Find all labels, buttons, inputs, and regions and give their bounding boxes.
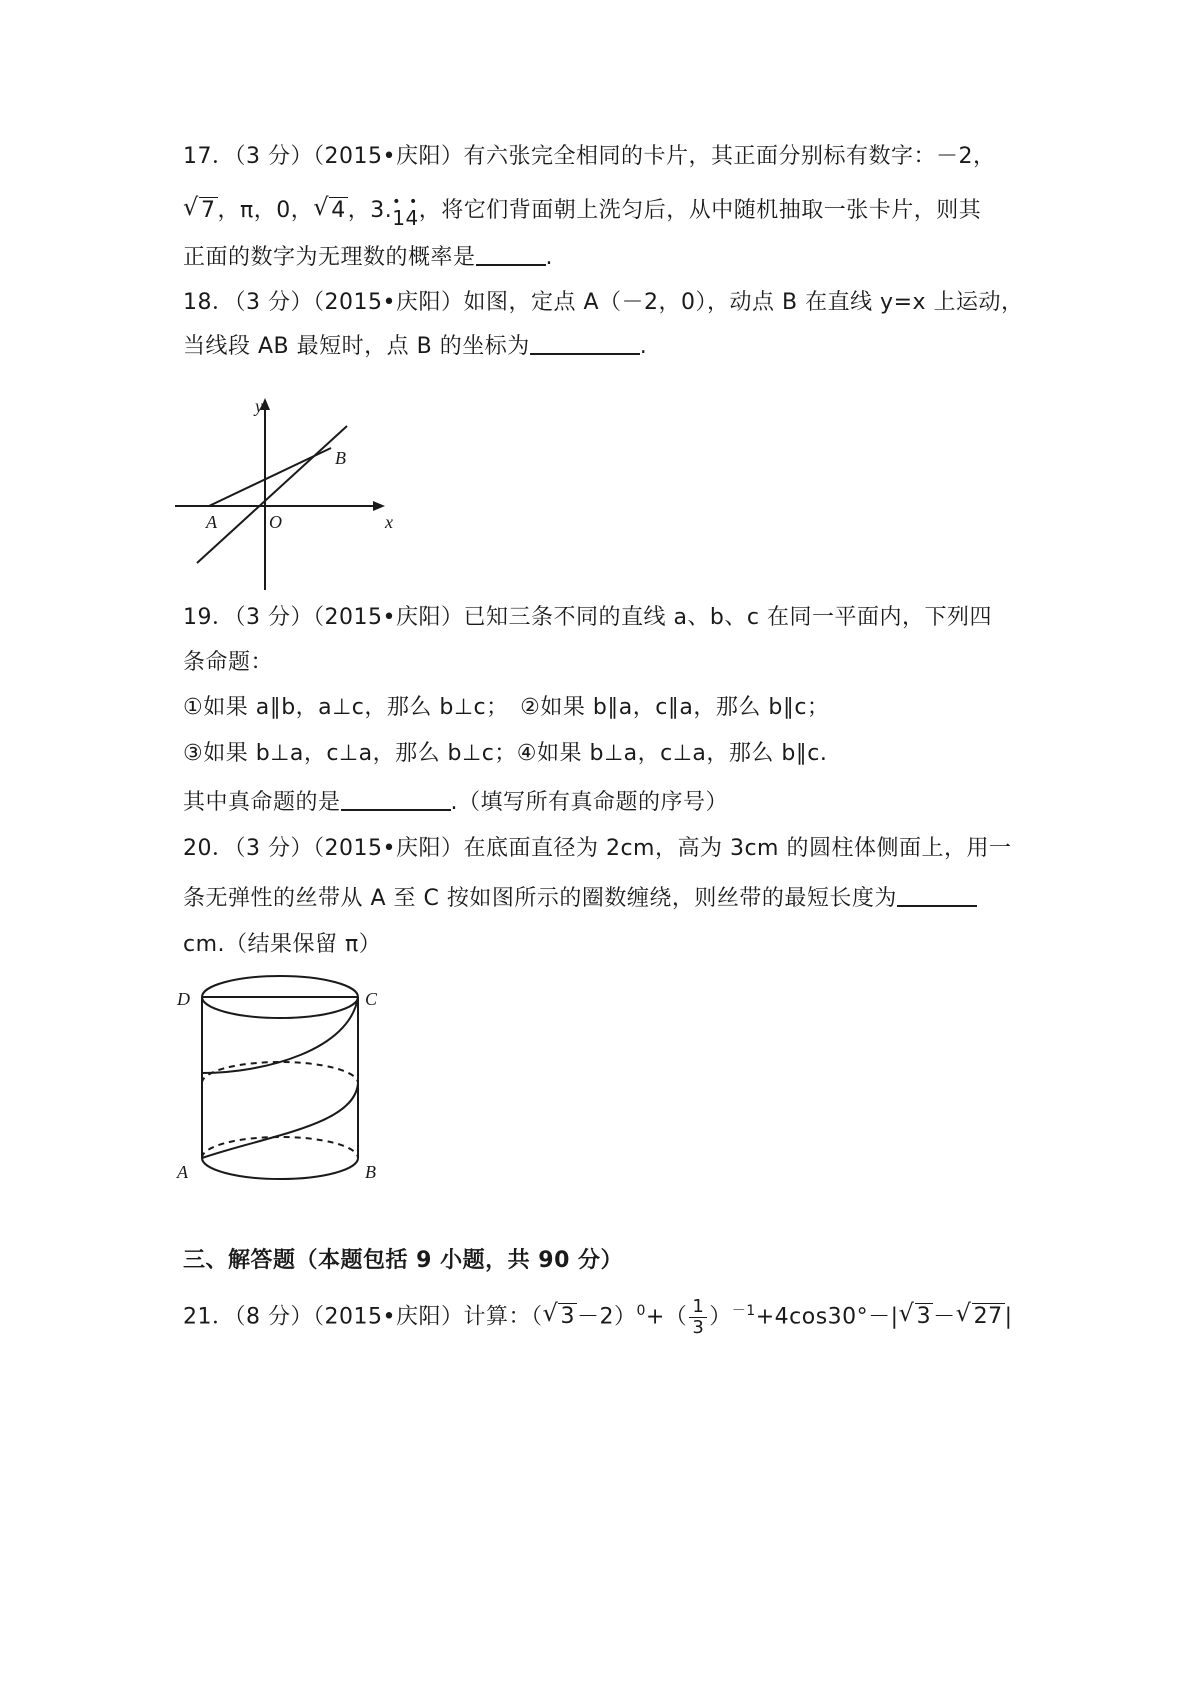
- q18-text: 当线段 AB 最短时，点 B 的坐标为: [183, 334, 530, 359]
- q19-line-4: ③如果 b⊥a，c⊥a，那么 b⊥c；④如果 b⊥a，c⊥a，那么 b∥c.: [183, 741, 828, 766]
- point-b-label: B: [335, 448, 346, 468]
- q20-line-3: cm.（结果保留 π）: [183, 932, 382, 957]
- sqrt-3: √ 3: [542, 1302, 577, 1332]
- q17-text: ，将它们背面朝上洗匀后，从中随机抽取一张卡片，则其: [418, 198, 982, 223]
- q17-line-2: [183, 196, 981, 233]
- origin-label: O: [269, 512, 282, 532]
- q17-text: ，3.: [347, 198, 393, 223]
- q20-line-2: [183, 883, 977, 914]
- q19-text: 其中真命题的是: [183, 790, 341, 815]
- answer-blank: [897, 883, 977, 907]
- ribbon-lower-turn: [202, 1083, 358, 1158]
- q18-text: .: [639, 334, 648, 359]
- q21-text: －2）: [576, 1304, 637, 1330]
- q19-text: .（填写所有真命题的序号）: [450, 790, 729, 815]
- point-a-label: A: [206, 512, 217, 532]
- point-c-label: C: [365, 989, 378, 1009]
- q18-line-1: 18．（3 分）（2015•庆阳）如图，定点 A（－2，0），动点 B 在直线 y=x 上运动，: [183, 290, 1024, 315]
- line-y-equals-x: [197, 426, 347, 563]
- sqrt-4: √ 4: [313, 196, 348, 226]
- q19-line-3: ①如果 a∥b，a⊥c，那么 b⊥c； ②如果 b∥a，c∥a，那么 b∥c；: [183, 695, 830, 720]
- x-axis-arrow-icon: [373, 501, 385, 511]
- q17-line-3: [183, 242, 553, 273]
- q21-text: －: [933, 1304, 956, 1330]
- bottom-ellipse-back: [202, 1137, 358, 1158]
- fraction-one-third: $\frac{1}{3}$: [689, 1297, 707, 1338]
- q20-cylinder-figure: [175, 975, 385, 1185]
- y-axis-label: y: [255, 396, 263, 416]
- q19-line-1: 19．（3 分）（2015•庆阳）已知三条不同的直线 a、b、c 在同一平面内，下列四: [183, 605, 992, 630]
- answer-blank: [530, 331, 640, 355]
- q18-coordinate-figure: [175, 390, 400, 595]
- exponent-neg-1: －1: [731, 1303, 756, 1319]
- q17-text: ，π，0，: [217, 198, 314, 223]
- answer-blank: [341, 787, 451, 811]
- q20-text: 条无弹性的丝带从 A 至 C 按如图所示的圈数缠绕，则丝带的最短长度为: [183, 886, 897, 911]
- q21-text: |: [1004, 1304, 1013, 1330]
- section-3-title: 三、解答题（本题包括 9 小题，共 90 分）: [183, 1248, 624, 1273]
- q17-line-1: 17．（3 分）（2015•庆阳）有六张完全相同的卡片，其正面分别标有数字：－2，: [183, 144, 996, 169]
- q19-line-2: 条命题：: [183, 650, 274, 675]
- point-a-label: A: [177, 1162, 188, 1182]
- point-d-label: D: [177, 989, 190, 1009]
- sqrt-7: √ 7: [183, 196, 218, 226]
- q19-line-5: [183, 787, 728, 818]
- bottom-ellipse-front: [202, 1158, 358, 1179]
- ribbon-upper-turn: [202, 997, 358, 1073]
- q21-text: +（: [645, 1304, 688, 1330]
- q20-line-1: 20．（3 分）（2015•庆阳）在底面直径为 2cm，高为 3cm 的圆柱体侧面上，用一: [183, 836, 1012, 861]
- repeating-decimal: • • 14: [392, 194, 420, 230]
- q17-text: 正面的数字为无理数的概率是: [183, 245, 476, 270]
- ribbon-hidden: [202, 1073, 358, 1099]
- sqrt-3: √ 3: [899, 1302, 934, 1332]
- x-axis-label: x: [385, 512, 393, 532]
- q21-text: 21．（8 分）（2015•庆阳）计算：（: [183, 1304, 543, 1330]
- exponent-0: 0: [636, 1303, 646, 1319]
- q18-line-2: [183, 331, 647, 362]
- q17-text: .: [545, 245, 554, 270]
- point-b-label: B: [365, 1162, 376, 1182]
- sqrt-27: √ 27: [956, 1302, 1005, 1332]
- answer-blank: [476, 242, 546, 266]
- q21-text: ）: [709, 1304, 732, 1330]
- q21-text: +4cos30°－|: [755, 1304, 899, 1330]
- q21-line-1: [183, 1296, 1013, 1338]
